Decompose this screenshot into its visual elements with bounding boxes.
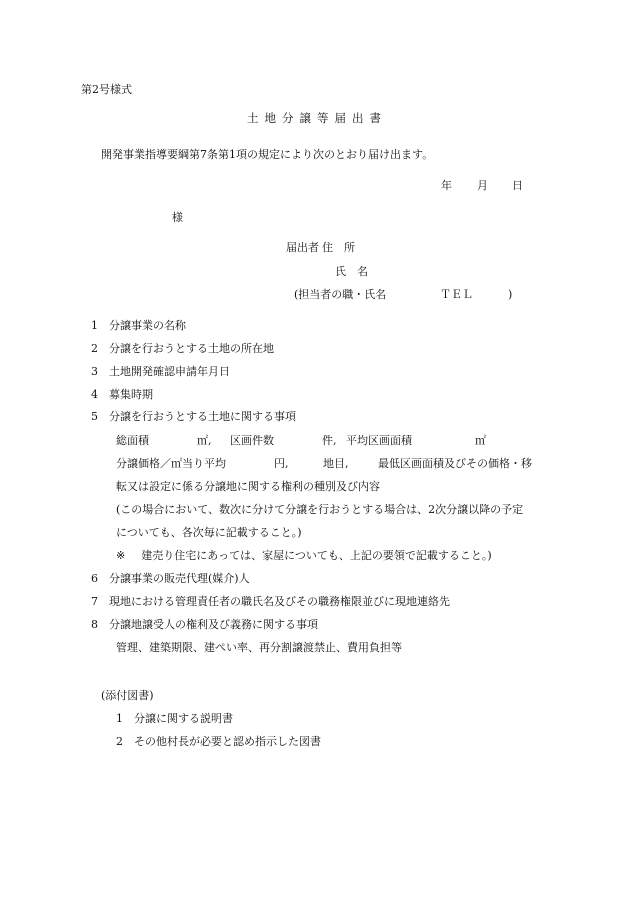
attachment-number: 1 [116, 712, 123, 725]
lot-count-label: 区画件数 [230, 434, 274, 447]
item-text: 分譲を行おうとする土地の所在地 [109, 342, 274, 355]
list-item [91, 320, 186, 331]
attachment-text: 分譲に関する説明書 [134, 712, 233, 725]
item-number: 8 [91, 618, 98, 631]
address-label: 住 所 [322, 241, 355, 254]
item8-detail: 管理、建築期限、建ぺい率、再分割譲渡禁止、費用負担等 [116, 641, 402, 654]
intro-text: 開発事業指導要綱第7条第1項の規定により次のとおり届け出ます。 [101, 148, 434, 161]
list-item [91, 343, 274, 354]
list-item [91, 596, 450, 607]
contact-open: (担当者の職・氏名 [294, 288, 387, 301]
rights-line: 転又は設定に係る分譲地に関する権利の種別及び内容 [116, 480, 380, 493]
attachments-heading: (添付図書) [101, 689, 154, 702]
list-item [91, 573, 250, 584]
item-text: 分譲事業の販売代理(媒介)人 [109, 572, 250, 585]
list-item [91, 411, 296, 422]
item-number: 2 [91, 342, 98, 355]
contact-close: ) [508, 288, 513, 301]
note-line-1: (この場合において、数次に分けて分譲を行おうとする場合は、2次分譲以降の予定 [116, 503, 524, 516]
land-category-label: 地目, [323, 457, 349, 470]
item-text: 分譲を行おうとする土地に関する事項 [109, 410, 296, 423]
item-number: 6 [91, 572, 98, 585]
avg-lot-area-unit: ㎡ [475, 434, 486, 447]
item-number: 1 [91, 319, 98, 332]
item-text: 土地開発確認申請年月日 [109, 365, 230, 378]
item-text: 分譲事業の名称 [109, 319, 186, 332]
date-year: 年 [441, 179, 452, 192]
total-area-label: 総面積 [116, 434, 149, 447]
page-title: 土地分譲等届出書 [247, 111, 387, 125]
applicant-label: 届出者 [286, 241, 319, 254]
item-number: 4 [91, 388, 98, 401]
item-number: 5 [91, 410, 98, 423]
date-month: 月 [477, 179, 488, 192]
price-per-m2-label: 分譲価格／㎡当り平均 [116, 457, 226, 470]
item-text: 現地における管理責任者の職氏名及びその職務権限並びに現地連絡先 [109, 595, 450, 608]
total-area-unit: ㎡, [197, 434, 212, 447]
avg-lot-area-label: 平均区画面積 [346, 434, 412, 447]
attachment-number: 2 [116, 735, 123, 748]
item-text: 分譲地譲受人の権利及び義務に関する事項 [109, 618, 318, 631]
date-day: 日 [512, 179, 523, 192]
tel-label: ＴＥＬ [440, 288, 473, 301]
form-number: 第2号様式 [81, 83, 132, 96]
note-line-2: についても、各次毎に記載すること。) [116, 526, 302, 539]
attachment-item [116, 736, 321, 747]
addressee-suffix: 様 [172, 211, 183, 224]
attachment-item [116, 713, 233, 724]
price-unit: 円, [274, 457, 289, 470]
item-number: 7 [91, 595, 98, 608]
min-lot-label: 最低区画面積及びその価格・移 [378, 457, 532, 470]
item-number: 3 [91, 365, 98, 378]
note-line-3 [116, 550, 492, 561]
lot-count-unit: 件, [322, 434, 337, 447]
list-item [91, 366, 230, 377]
list-item [91, 389, 153, 400]
list-item [91, 619, 318, 630]
item-text: 募集時期 [109, 388, 153, 401]
attachment-text: その他村長が必要と認め指示した図書 [134, 735, 321, 748]
note-text: 建売り住宅にあっては、家屋についても、上記の要領で記載すること。) [141, 549, 492, 562]
note-mark: ※ [116, 549, 126, 562]
name-label: 氏 名 [335, 265, 368, 278]
